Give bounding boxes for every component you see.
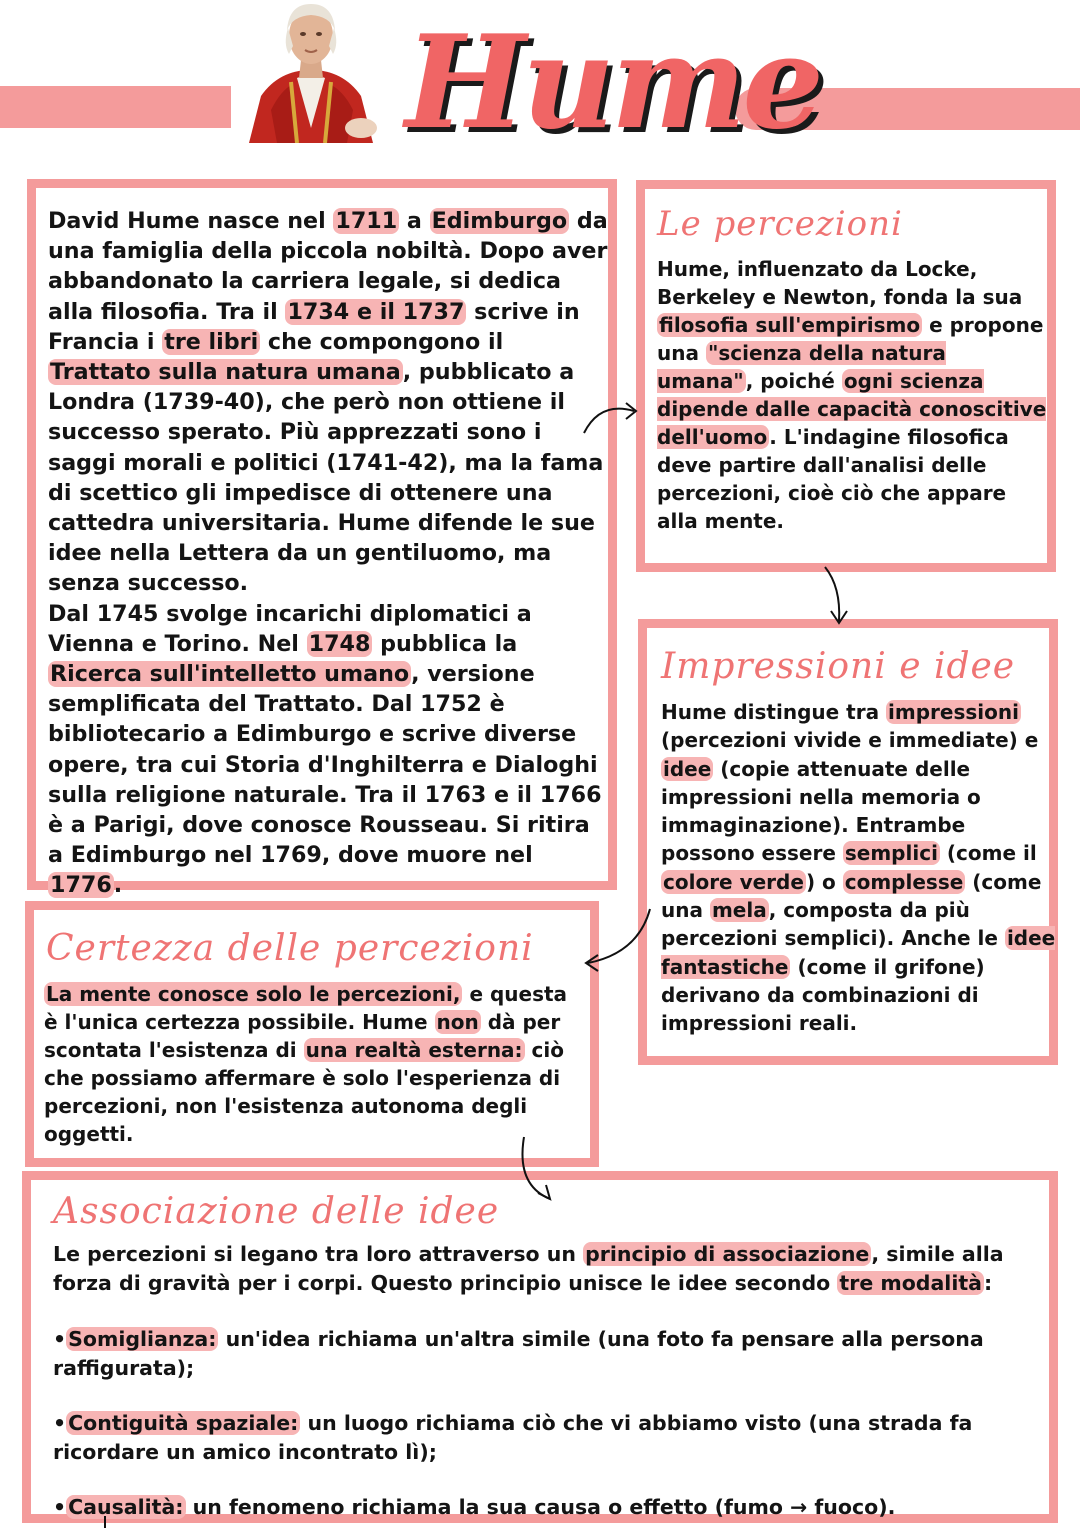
highlight: Edimburgo bbox=[431, 208, 568, 234]
page-title: Hume bbox=[405, 8, 820, 158]
highlight: filosofia sull'empirismo bbox=[659, 313, 921, 337]
highlight: idee fantastiche bbox=[661, 926, 1056, 979]
highlight: Somiglianza: bbox=[68, 1327, 217, 1351]
highlight: La mente conosce solo le percezioni, bbox=[46, 982, 461, 1006]
biography-text: David Hume nasce nel 1711 a Edimburgo da una famiglia della piccola nobiltà. Dopo aver abbandonato la carriera legale, si dedica alla filosofia. Tra il 1734 e il 1737 scrive in Francia i tre libri che compongono il Trattato sulla natura umana, pubblicato a Londra (1739-40), che però non ottiene il successo sperato. Più apprezzati sono i saggi morali e politici (1741-42), ma la fama di scettico gli impedisce di ottenere una cattedra universitaria. Hume difende le sue idee nella Lettera da un gentiluomo, ma senza successo. Dal 1745 svolge incarichi diplomatici a Vienna e Torino. Nel 1748 pubblica la Ricerca sull'intelletto umano, versione semplificata del Trattato. Dal 1752 è bibliotecario a Edimburgo e scrive diverse opere, tra cui Storia d'Inghilterra e Dialoghi sulla religione naturale. Tra il 1763 e il 1766 è a Parigi, dove conosce Rousseau. Si ritira a Edimburgo nel 1769, dove muore nel 1776. bbox=[48, 208, 608, 899]
list-item: •Causalità: un fenomeno richiama la sua causa o effetto (fumo → fuoco). bbox=[53, 1495, 896, 1519]
highlight: principio di associazione bbox=[585, 1242, 870, 1266]
highlight: una realtà esterna: bbox=[305, 1038, 523, 1062]
highlight: idee bbox=[663, 756, 712, 781]
percezioni-text: Hume, influenzato da Locke, Berkeley e Newton, fonda la sua filosofia sull'empirismo e propone una "scienza della natura umana" , poiché ogni scienza dipende dalle capacità conoscitive dell'uomo . L'indagine filosofica deve partire dall'analisi delle percezioni, cioè ciò che appare alla mente. bbox=[657, 257, 1047, 533]
list-item: •Somiglianza: un'idea richiama un'altra simile (una foto fa pensare alla persona raffigurata); bbox=[53, 1327, 984, 1380]
arrow-down-icon bbox=[815, 565, 860, 627]
arrow-left-icon bbox=[578, 905, 656, 975]
highlight: non bbox=[436, 1010, 479, 1034]
arrow-down-icon bbox=[510, 1135, 560, 1207]
arrow-right-icon bbox=[580, 395, 650, 445]
impressioni-text: Hume distingue tra impressioni (percezioni vivide e immediate) e idee (copie attenuate delle impressioni nella memoria o immaginazione). Entrambe possono essere semplici (come il colore verde ) o complesse (come una mela , composta da più percezioni semplici). Anche le idee fantastiche (come il grifone) derivano da combinazioni di impressioni reali. bbox=[661, 700, 1056, 1036]
list-item: •Contiguità spaziale: un luogo richiama ciò che vi abbiamo visto (una strada fa ricordare un amico incontrato lì); bbox=[53, 1411, 973, 1464]
highlight: tre libri bbox=[164, 328, 259, 355]
certezza-heading: Certezza delle percezioni bbox=[46, 928, 534, 969]
highlight: Trattato sulla natura umana bbox=[50, 359, 401, 386]
portrait-of-david-hume-icon bbox=[231, 0, 391, 143]
highlight: Ricerca sull'intelletto umano bbox=[50, 661, 410, 688]
highlight: colore verde bbox=[663, 869, 804, 894]
highlight: 1734 e il 1737 bbox=[287, 298, 465, 325]
percezioni-heading: Le percezioni bbox=[657, 204, 903, 244]
highlight: "scienza della natura umana" bbox=[657, 341, 946, 393]
biography-box bbox=[27, 179, 617, 899]
certezza-text: La mente conosce solo le percezioni, e questa è l'unica certezza possibile. Hume non dà per scontata l'esistenza di una realtà esterna: ciò che possiamo affermare è solo l'esperienza di percezioni, non l'esistenza autonoma degli oggetti. bbox=[44, 982, 568, 1146]
highlight: mela bbox=[711, 898, 767, 923]
highlight: Causalità: bbox=[68, 1495, 184, 1519]
connector-line bbox=[100, 1516, 110, 1528]
highlight: tre modalità bbox=[839, 1270, 982, 1295]
highlight: 1711 bbox=[335, 208, 398, 234]
percezioni-box bbox=[636, 180, 1056, 572]
highlight: 1748 bbox=[308, 630, 371, 657]
impressioni-box bbox=[638, 619, 1058, 1065]
impressioni-heading: Impressioni e idee bbox=[661, 646, 1016, 687]
associazione-box bbox=[22, 1171, 1058, 1523]
highlight: complesse bbox=[844, 869, 964, 894]
associazione-intro: Le percezioni si legano tra loro attraverso un principio di associazione, simile alla forza di gravità per i corpi. Questo principio unisce le idee secondo tre modalità: bbox=[53, 1242, 1004, 1295]
highlight: 1776 bbox=[50, 872, 112, 899]
highlight: Contiguità spaziale: bbox=[68, 1411, 299, 1435]
certezza-box bbox=[25, 901, 599, 1167]
highlight: impressioni bbox=[888, 700, 1019, 724]
highlight: ogni scienza dipende dalle capacità conoscitive dell'uomo bbox=[657, 369, 1047, 449]
associazione-heading: Associazione delle idee bbox=[53, 1191, 500, 1232]
highlight: semplici bbox=[844, 841, 938, 866]
